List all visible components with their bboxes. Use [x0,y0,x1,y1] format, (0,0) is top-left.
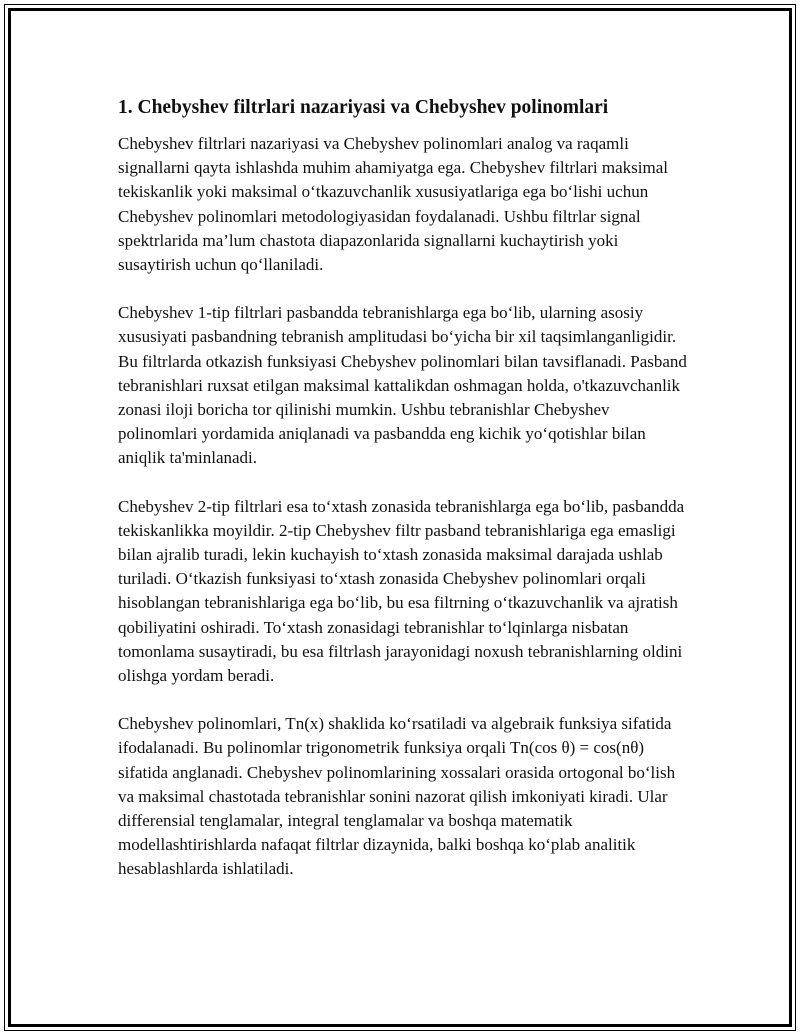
document-body [118,96,692,906]
section-heading: 1. Chebyshev filtrlari nazariyasi va Chebyshev polinomlari [118,97,609,118]
paragraph-type2: Chebyshev 2-tip filtrlari esa to‘xtash zonasida tebranishlarga ega bo‘lib, pasbandda tekiskanlikka moyildir. 2-tip Chebyshev filtr pasband tebranishlariga ega emasligi bilan ajralib turadi, lekin kuchayish to‘xtash zonasida maksimal darajada ushlab turiladi. O‘tkazish funksiyasi to‘xtash zonasida Chebyshev polinomlari orqali hisoblangan tebranishlariga ega bo‘lib, bu esa filtrning o‘tkazuvchanlik va ajratish qobiliyatini oshiradi. To‘xtash zonasidagi tebranishlar to‘lqinlarga nisbatan tomonlama susaytiradi, bu esa filtrlash jarayonidagi noxush tebranishlarning oldini olishga yordam beradi. [118,496,685,686]
paragraph-polynomials: Chebyshev polinomlari, Tn(x) shaklida ko‘rsatiladi va algebraik funksiya sifatida ifodalanadi. Bu polinomlar trigonometrik funksiya orqali Tn(cos θ) = cos(nθ) sifatida anglanadi. Chebyshev polinomlarining xossalari orasida ortogonal bo‘lish va maksimal chastotada tebranishlar sonini nazorat qilish imkoniyati kiradi. Ular differensial tenglamalar, integral tenglamalar va boshqa matematik modellashtirishlarda nafaqat filtrlar dizaynida, balki boshqa ko‘plab analitik hesablashlarda ishlatiladi. [118,714,676,879]
paragraph-intro: Chebyshev filtrlari nazariyasi va Chebyshev polinomlari analog va raqamli signallarni qayta ishlashda muhim ahamiyatga ega. Chebyshev filtrlari maksimal tekiskanlik yoki maksimal o‘tkazuvchanlik xususiyatlariga ega bo‘lishi uchun Chebyshev polinomlari metodologiyasidan foydalanadi. Ushbu filtrlar signal spektrlarida ma’lum chastota diapazonlarida signallarni kuchaytirish yoki susaytirish uchun qo‘llaniladi. [118,134,668,275]
paragraph-type1: Chebyshev 1-tip filtrlari pasbandda tebranishlarga ega bo‘lib, ularning asosiy xususiyati pasbandning tebranish amplitudasi bo‘yicha bir xil taqsimlanganligidir. Bu filtrlarda otkazish funksiyasi Chebyshev polinomlari bilan tavsiflanadi. Pasband tebranishlari ruxsat etilgan maksimal kattalikdan oshmagan holda, o'tkazuvchanlik zonasi iloji boricha tor qilinishi mumkin. Ushbu tebranishlar Chebyshev polinomlari yordamida aniqlanadi va pasbandda eng kichik yo‘qotishlar bilan aniqlik ta'minlanadi. [118,303,687,468]
